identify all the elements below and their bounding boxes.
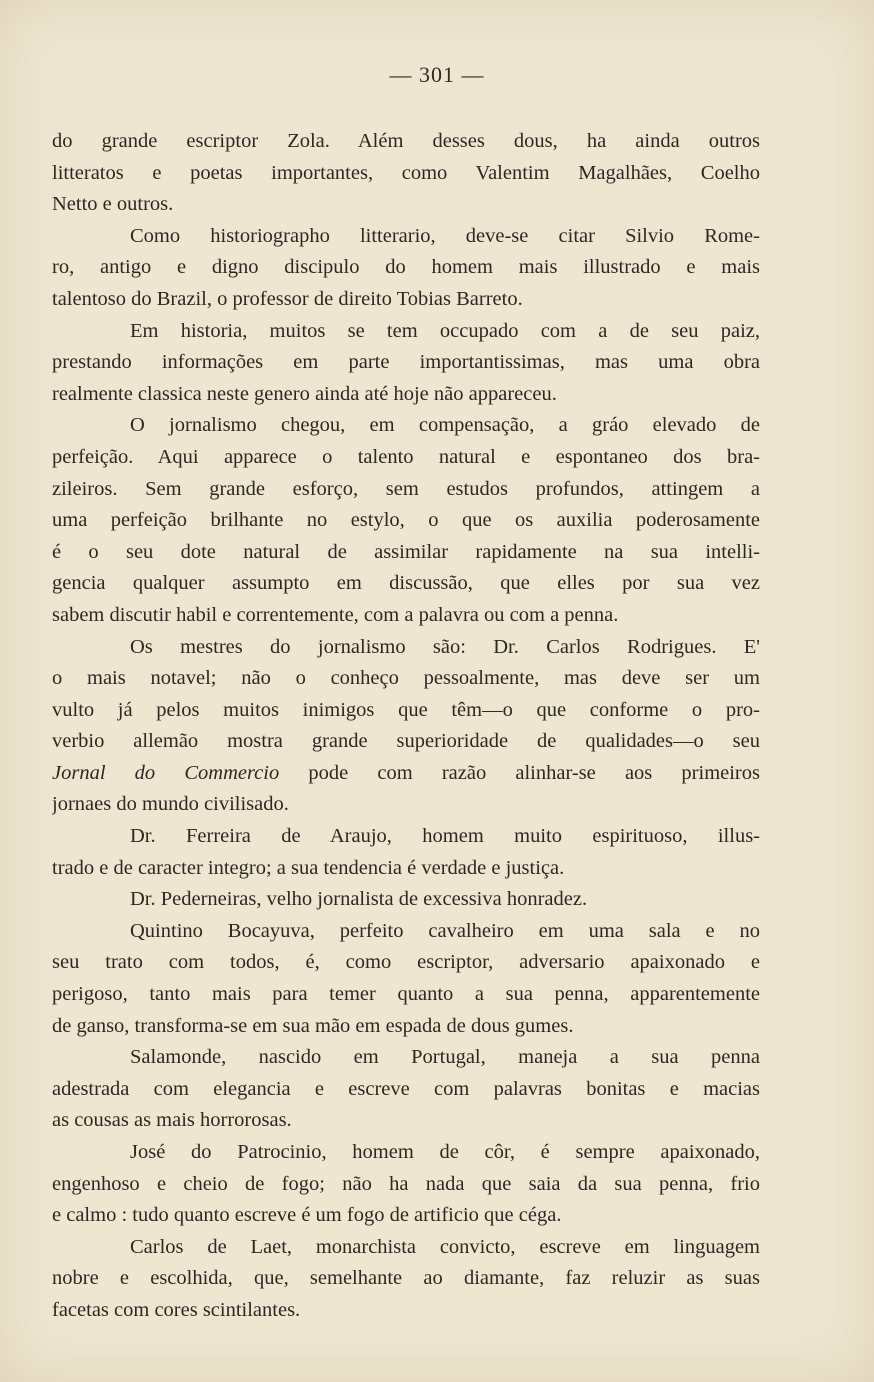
- text-line: trado e de caracter integro; a sua tendencia é verdade e justiça.: [52, 856, 565, 879]
- text-line: facetas com cores scintilantes.: [52, 1298, 301, 1321]
- text-line: Carlos de Laet, monarchista convicto, escreve em linguagem: [130, 1235, 760, 1258]
- text-line: nobre e escolhida, que, semelhante ao diamante, faz reluzir as suas: [52, 1267, 760, 1290]
- text-line: é o seu dote natural de assimilar rapidamente na sua intelli-: [52, 540, 760, 563]
- text-line: vulto já pelos muitos inimigos que têm—o que conforme o pro-: [52, 698, 760, 721]
- text-line: Em historia, muitos se tem occupado com a de seu paiz,: [130, 319, 760, 342]
- text-line: O jornalismo chegou, em compensação, a gráo elevado de: [130, 414, 760, 437]
- text-line: jornaes do mundo civilisado.: [52, 793, 289, 816]
- text-line: o mais notavel; não o conheço pessoalmente, mas deve ser um: [52, 667, 760, 690]
- text-line: de ganso, transforma-se em sua mão em espada de dous gumes.: [52, 1014, 574, 1037]
- text-line: Os mestres do jornalismo são: Dr. Carlos Rodrigues. E': [130, 635, 760, 658]
- text-line: as cousas as mais horrorosas.: [52, 1109, 292, 1132]
- text-line: do grande escriptor Zola. Além desses dous, ha ainda outros: [52, 130, 760, 152]
- page-number: — 301 —: [389, 62, 485, 87]
- text-line: seu trato com todos, é, como escriptor, adversario apaixonado e: [52, 951, 760, 974]
- text-line: verbio allemão mostra grande superioridade de qualidades—o seu: [52, 730, 760, 753]
- text-line: Dr. Pederneiras, velho jornalista de excessiva honradez.: [130, 888, 588, 911]
- text-line: adestrada com elegancia e escreve com palavras bonitas e macias: [52, 1077, 760, 1100]
- text-line: uma perfeição brilhante no estylo, o que os auxilia poderosamente: [52, 509, 760, 532]
- text-line: sabem discutir habil e correntemente, com a palavra ou com a penna.: [52, 603, 619, 626]
- newspaper-title: Jornal do Commercio: [52, 761, 280, 784]
- text-line: perigoso, tanto mais para temer quanto a sua penna, apparentemente: [52, 983, 760, 1006]
- text-line: zileiros. Sem grande esforço, sem estudos profundos, attingem a: [52, 477, 760, 500]
- text-line: Como historiographo litterario, deve-se citar Silvio Rome-: [130, 224, 760, 247]
- text-line: gencia qualquer assumpto em discussão, que elles por sua vez: [52, 572, 760, 595]
- text-line: prestando informações em parte importantissimas, mas uma obra: [52, 351, 760, 374]
- text-line: engenhoso e cheio de fogo; não ha nada que saia da sua penna, frio: [52, 1172, 760, 1195]
- text-line: Salamonde, nascido em Portugal, maneja a sua penna: [130, 1046, 760, 1069]
- body-text: [52, 126, 760, 1327]
- text-line: realmente classica neste genero ainda até hoje não appareceu.: [52, 382, 557, 405]
- text-line: [52, 758, 760, 790]
- text-line: litteratos e poetas importantes, como Valentim Magalhães, Coelho: [52, 161, 760, 184]
- text-line: e calmo : tudo quanto escreve é um fogo de artificio que céga.: [52, 1204, 562, 1227]
- text-line: perfeição. Aqui apparece o talento natural e espontaneo dos bra-: [52, 445, 760, 468]
- text-line: José do Patrocinio, homem de côr, é sempre apaixonado,: [130, 1141, 760, 1163]
- text-line: Netto e outros.: [52, 193, 174, 216]
- text-line: talentoso do Brazil, o professor de direito Tobias Barreto.: [52, 287, 523, 310]
- text-line: Dr. Ferreira de Araujo, homem muito espirituoso, illus-: [130, 825, 760, 848]
- line-text: pode com razão alinhar-se aos primeiros: [279, 761, 760, 784]
- text-line: ro, antigo e digno discipulo do homem mais illustrado e mais: [52, 256, 760, 279]
- text-line: Quintino Bocayuva, perfeito cavalheiro em uma sala e no: [130, 919, 760, 942]
